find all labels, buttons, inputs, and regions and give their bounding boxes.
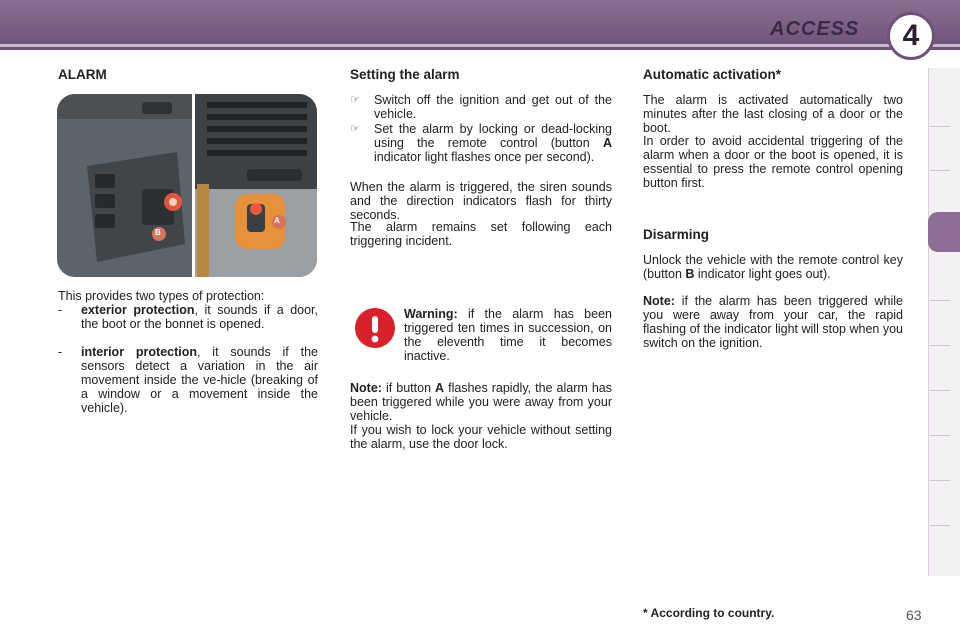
- list-dash: -: [58, 303, 63, 317]
- remains-set-paragraph: The alarm remains set following each triggering incident.: [350, 220, 612, 248]
- disarm-note: [643, 294, 903, 350]
- alarm-controls-photo: [57, 94, 317, 277]
- list-item-text: [81, 345, 318, 415]
- pointing-hand-icon: ☞: [350, 123, 360, 135]
- photo-label-a: A: [274, 216, 280, 225]
- tab-divider: [930, 435, 950, 436]
- protection-intro: This provides two types of protection:: [58, 289, 265, 303]
- tab-divider: [930, 480, 950, 481]
- accidental-trigger-paragraph: In order to avoid accidental triggering of the alarm when a door or the boot is opened, it is essential to press the remote control opening button first.: [643, 134, 903, 190]
- warning-label: Warning:: [404, 307, 458, 321]
- term-exterior: exterior protection: [81, 303, 195, 317]
- header-divider: [0, 44, 960, 47]
- key-b: B: [685, 267, 695, 281]
- step-text-post: indicator light flashes once per second).: [374, 150, 595, 164]
- disarm-text-pre: Unlock the vehicle with the remote control key (button: [643, 253, 903, 281]
- pointing-hand-icon: ☞: [350, 94, 360, 106]
- chapter-number-badge: 4: [887, 12, 935, 60]
- chapter-tab-active[interactable]: [928, 212, 960, 252]
- list-item: [350, 122, 612, 178]
- tab-divider: [930, 300, 950, 301]
- disarm-text-post: indicator light goes out).: [694, 267, 831, 281]
- door-lock-paragraph: If you wish to lock your vehicle without setting the alarm, use the door lock.: [350, 423, 612, 451]
- term-interior: interior protection: [81, 345, 197, 359]
- section-title-setting: Setting the alarm: [350, 67, 460, 82]
- photo-label-b: B: [155, 228, 161, 237]
- step-text: Switch off the ignition and get out of the vehicle.: [374, 93, 612, 121]
- page-number: 63: [906, 607, 922, 623]
- note-button-a: [350, 381, 612, 423]
- note-label: Note:: [643, 294, 675, 308]
- tab-divider: [930, 390, 950, 391]
- list-dash: -: [58, 345, 63, 359]
- auto-activation-paragraph: The alarm is activated automatically two minutes after the last closing of a door or the boot.: [643, 93, 903, 135]
- note-text-post: flashes rapidly, the alarm has been triggered while you were away from your vehicle.: [350, 381, 612, 423]
- tab-divider: [930, 170, 950, 171]
- tab-divider: [930, 525, 950, 526]
- siren-paragraph: When the alarm is triggered, the siren sounds and the direction indicators flash for thirty seconds.: [350, 180, 612, 222]
- tab-divider: [930, 126, 950, 127]
- disarm-paragraph: [643, 253, 903, 281]
- exterior-description: , it sounds if a door, the boot or the bonnet is opened.: [81, 303, 318, 331]
- list-item-text: [81, 303, 318, 331]
- step-text: [374, 122, 612, 164]
- section-title-alarm: ALARM: [58, 67, 107, 82]
- key-a: A: [602, 136, 612, 150]
- warning-body: if the alarm has been triggered ten times in succession, on the eleventh time it becomes inactive.: [404, 307, 612, 363]
- step-text-pre: Set the alarm by locking or dead-locking using the remote control (button: [374, 122, 612, 150]
- note-text-pre: if button: [381, 381, 436, 395]
- list-item-exterior: [58, 303, 318, 345]
- note-label: Note:: [350, 381, 382, 395]
- interior-description: , it sounds if the sensors detect a variation in the air movement inside the ve-hicle (breaking of a window or a movement inside the vehicle).: [81, 345, 318, 415]
- footnote: * According to country.: [643, 606, 775, 620]
- warning-text: [404, 307, 612, 363]
- section-title-disarming: Disarming: [643, 227, 710, 242]
- tab-divider: [930, 345, 950, 346]
- key-a: A: [435, 381, 445, 395]
- chapter-tab-strip: [928, 68, 960, 576]
- list-item-interior: [58, 345, 318, 415]
- list-item: [350, 93, 612, 121]
- disarm-note-body: if the alarm has been triggered while you were away from your car, the rapid flashing of the indicator light will stop when you switch on the ignition.: [643, 294, 903, 350]
- chapter-title: ACCESS: [770, 18, 860, 40]
- section-title-automatic-activation: Automatic activation*: [643, 67, 782, 82]
- warning-icon: [355, 308, 395, 348]
